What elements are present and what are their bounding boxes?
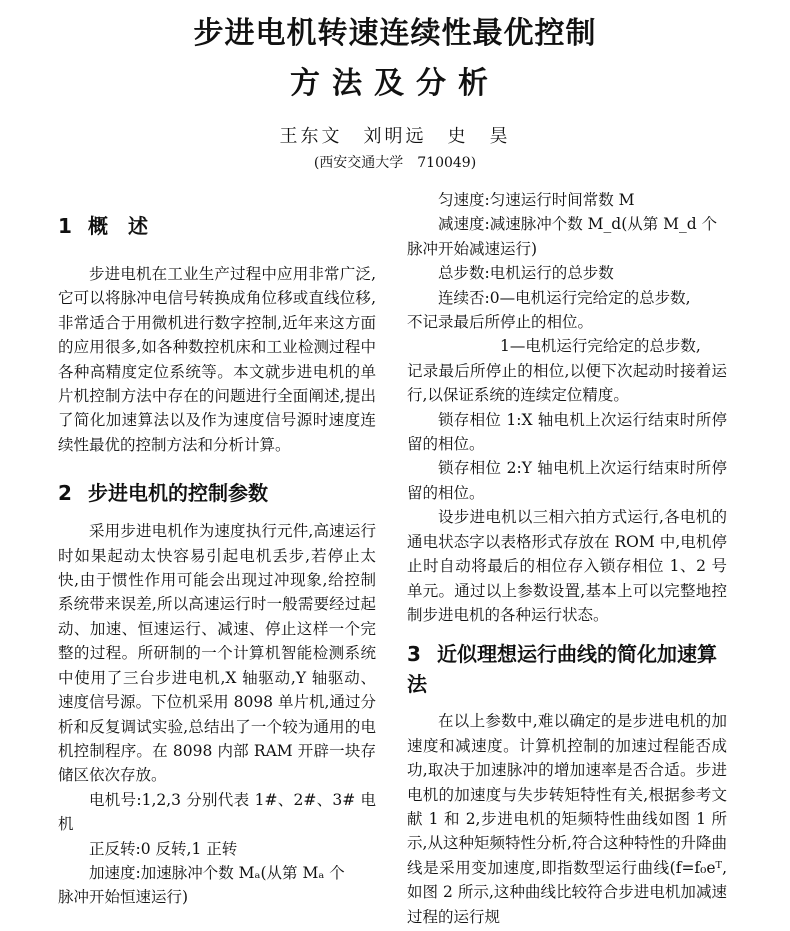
paragraph: 锁存相位 1:X 轴电机上次运行结束时所停留的相位。 bbox=[407, 410, 727, 454]
paragraph: 正反转:0 反转,1 正转 bbox=[89, 839, 238, 858]
paragraph: 脉冲开始减速运行) bbox=[407, 239, 538, 258]
section-number: 3 bbox=[407, 642, 421, 667]
section-heading-1 bbox=[58, 212, 376, 240]
paragraph: 记录最后所停止的相位,以便下次起动时接着运行,以保证系统的连续定位精度。 bbox=[407, 361, 727, 405]
paper-title-line1: 步进电机转速连续性最优控制 bbox=[193, 16, 597, 51]
paragraph: 加速度:加速脉冲个数 Mₐ(从第 Mₐ 个 bbox=[89, 863, 345, 882]
paragraph: 锁存相位 2:Y 轴电机上次运行结束时所停留的相位。 bbox=[407, 459, 727, 502]
section-number: 2 bbox=[58, 481, 72, 506]
paragraph: 设步进电机以三相六拍方式运行,各电机的通电状态字以表格形式存放在 ROM 中,电机停止时自动将最后的相位存入锁存相位 1、2 号单元。通过以上参数设置,基本上可以完整地控制步进电机的各种运行状态。 bbox=[407, 508, 727, 624]
paragraph: 连续否:0—电机运行完给定的总步数, bbox=[438, 288, 691, 307]
section-number: 1 bbox=[58, 214, 72, 238]
paragraph: 在以上参数中,难以确定的是步进电机的加速度和减速度。计算机控制的加速过程能否成功,取决于加速脉冲的增加速率是否合适。步进电机的加速度与失步转矩特性有关,根据参考文献 1 和 2,步进电机的矩频特性曲线如图 1 所示,从这种矩频特性分析,符合这种特性的升降曲线是采用变加速度,即指数型运行曲线(f=f₀eᵀ,如图 2 所示,这种曲线比较符合步进电机加减速过程的运行规 bbox=[407, 712, 727, 926]
paragraph: 脉冲开始恒速运行) bbox=[58, 888, 189, 907]
section-title: 步进电机的控制参数 bbox=[88, 481, 268, 506]
paper-title-line2: 方法及分析 bbox=[290, 66, 500, 101]
section-title: 近似理想运行曲线的简化加速算法 bbox=[407, 642, 717, 697]
section-heading-3 bbox=[407, 639, 727, 699]
paragraph: 采用步进电机作为速度执行元件,高速运行时如果起动太快容易引起电机丢步,若停止太快,由于惯性作用可能会出现过冲现象,给控制系统带来误差,所以高速运行时一般需要经过起动、加速、恒速运行、减速、停止这样一个完整的过程。所研制的一个计算机智能检测系统中使用了三台步进电机,X 轴驱动,Y 轴驱动、速度信号源。下位机采用 8098 单片机,通过分析和反复调试实验,总结出了一个较为通用的电机控制程序。在 8098 内部 RAM 开辟一块存储区依次存放。 bbox=[58, 522, 376, 785]
affiliation: (西安交通大学 710049) bbox=[313, 155, 477, 171]
paragraph: 电机号:1,2,3 分别代表 1#、2#、3# 电机 bbox=[58, 790, 376, 834]
paragraph: 减速度:减速脉冲个数 M_d(从第 M_d 个 bbox=[438, 215, 718, 234]
right-column bbox=[407, 188, 727, 929]
paragraph: 步进电机在工业生产过程中应用非常广泛,它可以将脉冲电信号转换成角位移或直线位移,非常适合于用微机进行数字控制,近年来这方面的应用很多,如各种数控机床和工业检测过程中各种高精度定位系统等。本文就步进电机的单片机控制方法中存在的问题进行全面阐述,提出了简化加速算法以及作为速度信号源时速度连续性最优的控制方法和分析计算。 bbox=[58, 265, 376, 454]
section-title: 概 述 bbox=[88, 214, 148, 238]
author-list: 王东文 刘明远 史 昊 bbox=[279, 126, 511, 147]
left-column bbox=[58, 200, 376, 910]
paragraph: 总步数:电机运行的总步数 bbox=[438, 264, 614, 283]
section-heading-2 bbox=[58, 479, 376, 507]
paragraph: 1—电机运行完给定的总步数, bbox=[500, 337, 701, 356]
paragraph: 不记录最后所停止的相位。 bbox=[407, 313, 594, 332]
paragraph: 匀速度:匀速运行时间常数 M bbox=[438, 191, 635, 209]
